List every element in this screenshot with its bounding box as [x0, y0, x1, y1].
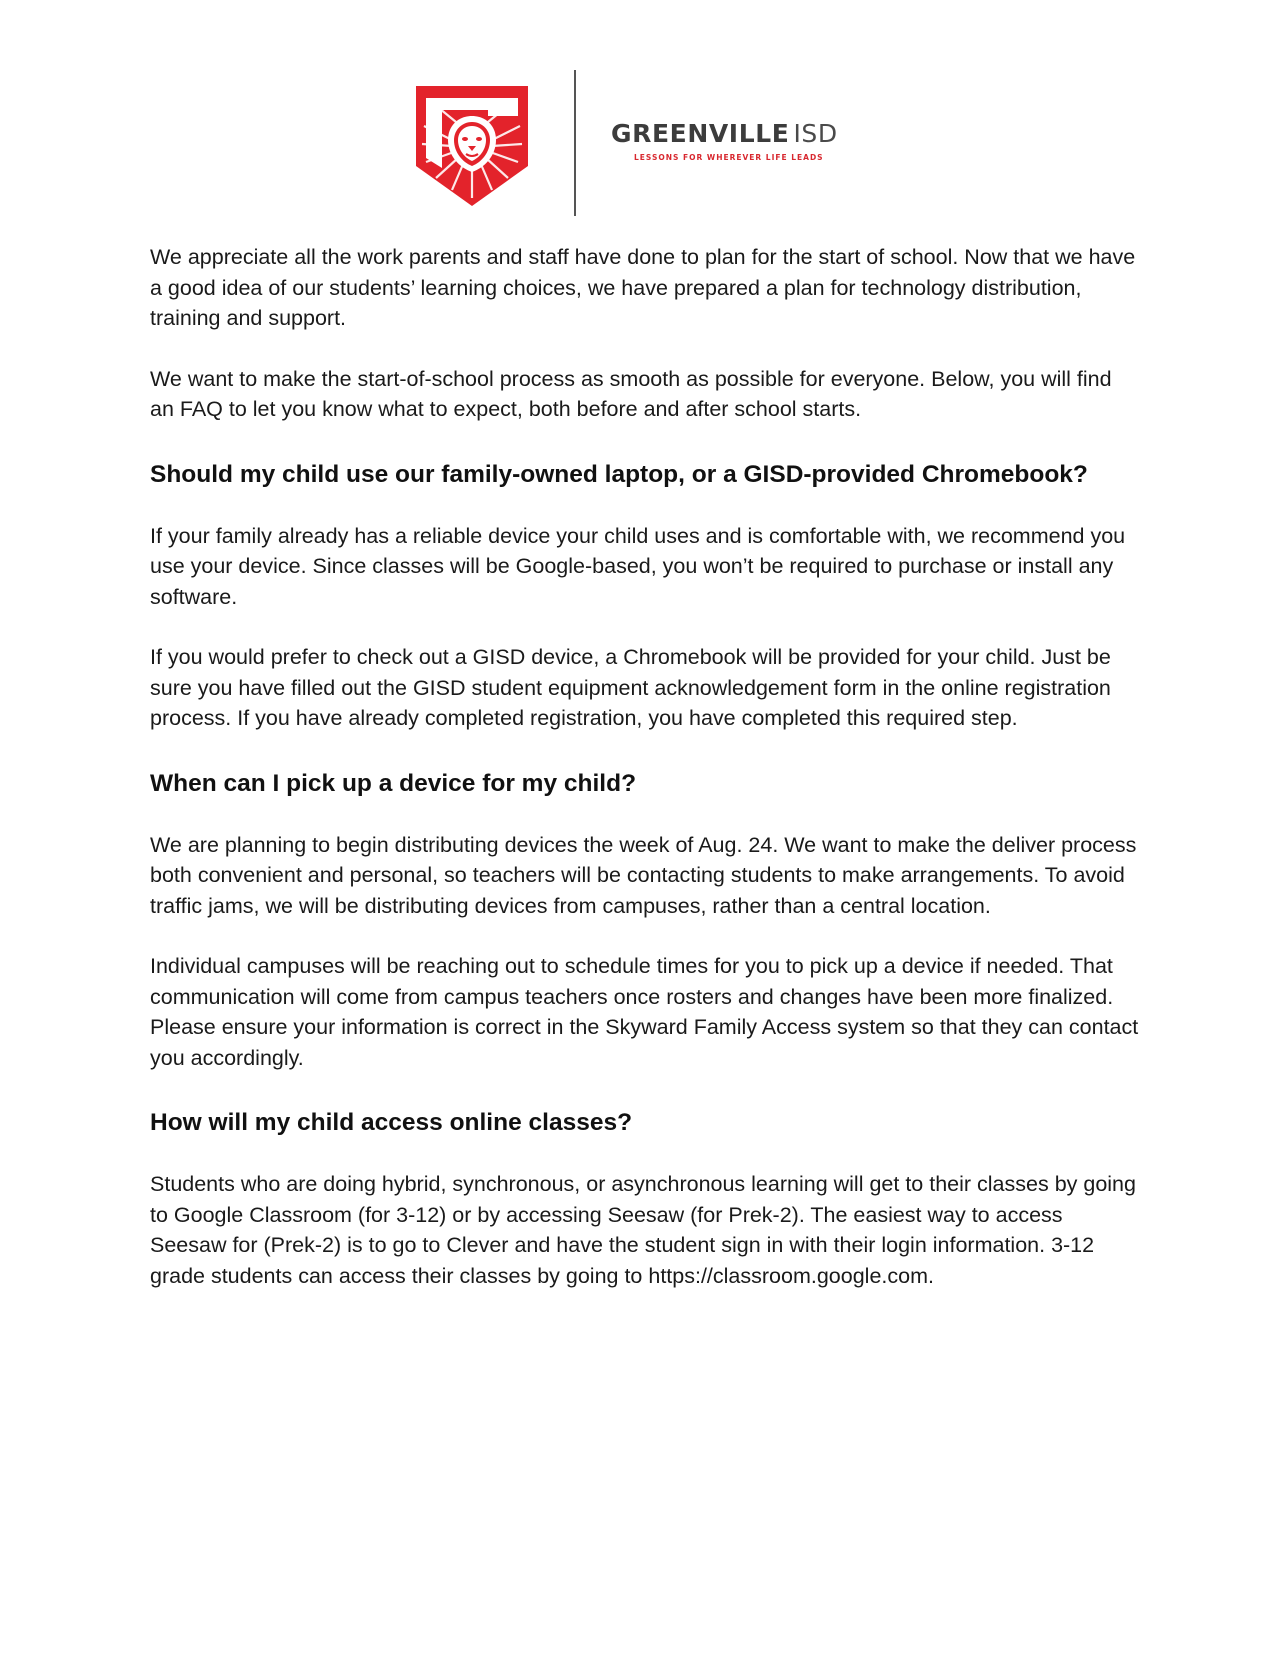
brand-name — [611, 119, 838, 149]
faq-answer: Students who are doing hybrid, synchronous, or asynchronous learning will get to their classes by going to Google Classroom (for 3-12) or by accessing Seesaw (for Prek-2). The easiest way to access Seesaw for (Prek-2) is to go to Clever and have the student sign in with their login information. 3-12 grade students can access their classes by going to https://classroom.google.com. — [150, 1172, 1136, 1288]
header-divider — [574, 70, 576, 216]
faq-answer: If you would prefer to check out a GISD device, a Chromebook will be provided for your child. Just be sure you have filled out the GISD student equipment acknowledgement form in the online registration process. If you have already completed registration, you have completed this required step. — [150, 645, 1111, 730]
faq-question: How will my child access online classes? — [150, 1109, 633, 1136]
letterhead — [0, 0, 1280, 230]
faq-question: When can I pick up a device for my child? — [150, 769, 637, 797]
faq-question: Should my child use our family-owned laptop, or a GISD-provided Chromebook? — [150, 460, 1088, 488]
lion-shield-icon — [412, 82, 532, 210]
brand-name-light: ISD — [793, 119, 838, 148]
intro-paragraph: We appreciate all the work parents and staff have done to plan for the start of school. Now that we have a good idea of our students’ learning choices, we have prepared a plan for technology distribution, training and support. — [150, 245, 1136, 330]
brand-tagline: LESSONS FOR WHEREVER LIFE LEADS — [634, 153, 824, 162]
faq-answer: We are planning to begin distributing devices the week of Aug. 24. We want to make the deliver process both convenient and personal, so teachers will be contacting students to make arrangements. To avoid traffic jams, we will be distributing devices from campuses, rather than a central location. — [150, 832, 1137, 918]
brand-name-bold: GREENVILLE — [611, 119, 790, 148]
faq-answer: Individual campuses will be reaching out to schedule times for you to pick up a device if needed. That communication will come from campus teachers once rosters and changes have been more finalized. Please ensure your information is correct in the Skyward Family Access system so that they can contact you accordingly. — [150, 954, 1139, 1070]
faq-answer: If your family already has a reliable device your child uses and is comfortable with, we recommend you use your device. Since classes will be Google-based, you won’t be required to purchase or install any software. — [150, 523, 1126, 609]
intro-paragraph: We want to make the start-of-school process as smooth as possible for everyone. Below, you will find an FAQ to let you know what to expect, both before and after school starts. — [150, 366, 1112, 421]
document-body — [150, 242, 1140, 1321]
